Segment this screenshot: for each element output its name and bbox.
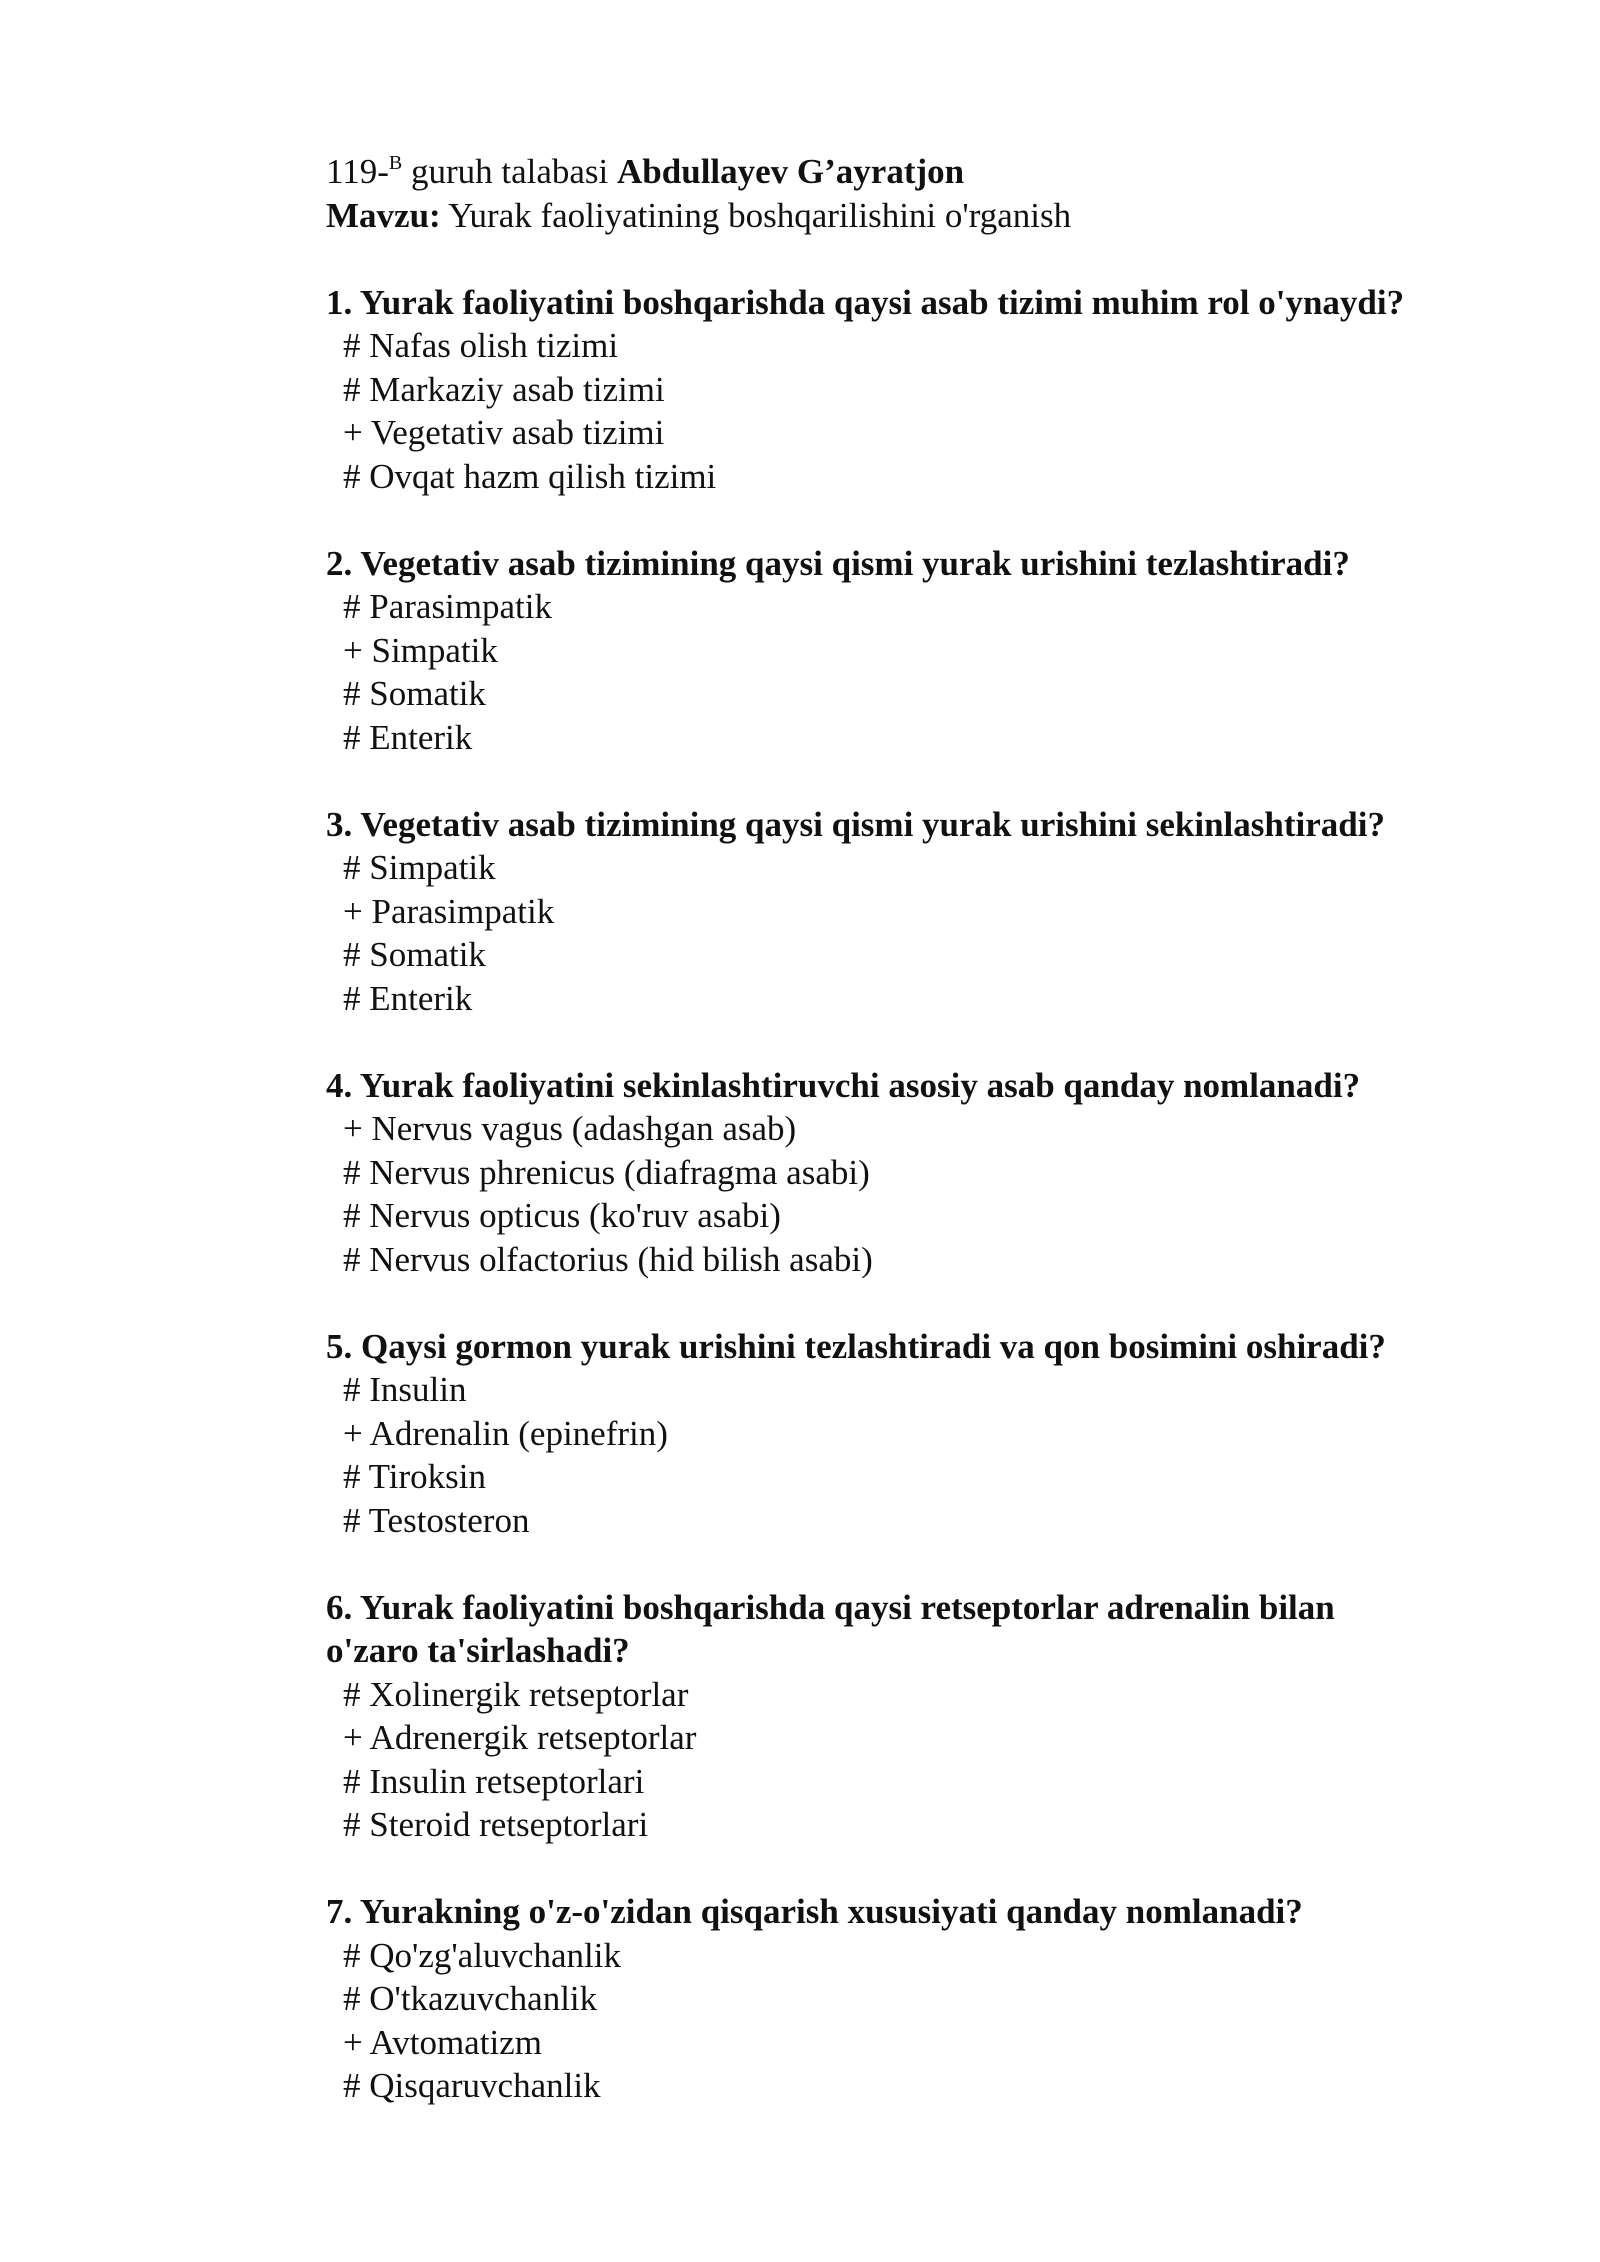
question-text: 4. Yurak faoliyatini sekinlashtiruvchi asosiy asab qanday nomlanadi? bbox=[326, 1065, 1361, 1105]
question-block bbox=[326, 1064, 1566, 1282]
answer-option: + Avtomatizm bbox=[343, 2022, 542, 2062]
answer-option: # Testosteron bbox=[343, 1500, 530, 1540]
question-text: 1. Yurak faoliyatini boshqarishda qaysi asab tizimi muhim rol o'ynaydi? bbox=[326, 282, 1405, 322]
answer-option: # Steroid retseptorlari bbox=[343, 1805, 649, 1844]
question-list bbox=[326, 281, 1566, 2108]
answer-option: + Vegetativ asab tizimi bbox=[343, 413, 665, 452]
answer-option: # Parasimpatik bbox=[343, 587, 552, 626]
answer-option: # Qisqaruvchanlik bbox=[343, 2066, 601, 2105]
group-letter: B bbox=[388, 152, 403, 174]
group-number: 119- bbox=[326, 152, 389, 191]
question-block bbox=[326, 1586, 1566, 1847]
student-name: Abdullayev G’ayratjon bbox=[617, 152, 965, 191]
question-text: o'zaro ta'sirlashadi? bbox=[326, 1631, 630, 1670]
question-block bbox=[326, 281, 1566, 499]
answer-options bbox=[326, 324, 1566, 498]
answer-option: # Somatik bbox=[343, 674, 486, 713]
answer-option: + Adrenergik retseptorlar bbox=[343, 1718, 697, 1757]
answer-option: # Ovqat hazm qilish tizimi bbox=[343, 456, 717, 496]
answer-option: # O'tkazuvchanlik bbox=[343, 1979, 598, 2018]
question-block bbox=[326, 803, 1566, 1021]
answer-option: # Insulin bbox=[343, 1370, 467, 1409]
answer-option: # Insulin retseptorlari bbox=[343, 1761, 645, 1801]
document-page bbox=[326, 150, 1566, 2108]
question-text: 7. Yurakning o'z-o'zidan qisqarish xususiyati qanday nomlanadi? bbox=[326, 1892, 1303, 1931]
header-group-line bbox=[326, 150, 1566, 194]
answer-options bbox=[326, 1934, 1566, 2108]
answer-options bbox=[326, 1107, 1566, 1281]
answer-option: # Nafas olish tizimi bbox=[343, 326, 619, 365]
answer-options bbox=[326, 846, 1566, 1020]
answer-option: # Xolinergik retseptorlar bbox=[343, 1674, 689, 1714]
answer-option: # Tiroksin bbox=[343, 1457, 486, 1496]
question-block bbox=[326, 1890, 1566, 2108]
question-text: 2. Vegetativ asab tizimining qaysi qismi yurak urishini tezlashtiradi? bbox=[326, 543, 1350, 583]
answer-option: + Nervus vagus (adashgan asab) bbox=[343, 1109, 797, 1148]
answer-option: + Adrenalin (epinefrin) bbox=[343, 1413, 668, 1453]
answer-options bbox=[326, 1368, 1566, 1542]
question-text: 3. Vegetativ asab tizimining qaysi qismi yurak urishini sekinlashtiradi? bbox=[326, 804, 1385, 844]
answer-option: # Simpatik bbox=[343, 848, 496, 887]
header-topic-line bbox=[326, 194, 1566, 238]
answer-option: # Nervus opticus (ko'ruv asabi) bbox=[343, 1196, 781, 1235]
answer-option: # Somatik bbox=[343, 935, 486, 974]
answer-option: # Enterik bbox=[343, 978, 473, 1018]
answer-option: + Simpatik bbox=[343, 630, 498, 670]
question-block bbox=[326, 1325, 1566, 1543]
answer-option: # Enterik bbox=[343, 717, 473, 757]
answer-options bbox=[326, 1673, 1566, 1847]
answer-option: # Qo'zg'aluvchanlik bbox=[343, 1935, 621, 1975]
topic-text: Yurak faoliyatining boshqarilishini o'rganish bbox=[440, 195, 1072, 235]
topic-label: Mavzu: bbox=[326, 195, 441, 235]
answer-option: # Nervus olfactorius (hid bilish asabi) bbox=[343, 1239, 873, 1279]
group-text: guruh talabasi bbox=[402, 152, 618, 191]
question-block bbox=[326, 542, 1566, 760]
answer-option: # Markaziy asab tizimi bbox=[343, 369, 665, 409]
answer-options bbox=[326, 585, 1566, 759]
answer-option: + Parasimpatik bbox=[343, 891, 555, 931]
question-text: 5. Qaysi gormon yurak urishini tezlashtiradi va qon bosimini oshiradi? bbox=[326, 1326, 1386, 1366]
answer-option: # Nervus phrenicus (diafragma asabi) bbox=[343, 1152, 870, 1192]
question-text: 6. Yurak faoliyatini boshqarishda qaysi retseptorlar adrenalin bilan bbox=[326, 1587, 1335, 1627]
